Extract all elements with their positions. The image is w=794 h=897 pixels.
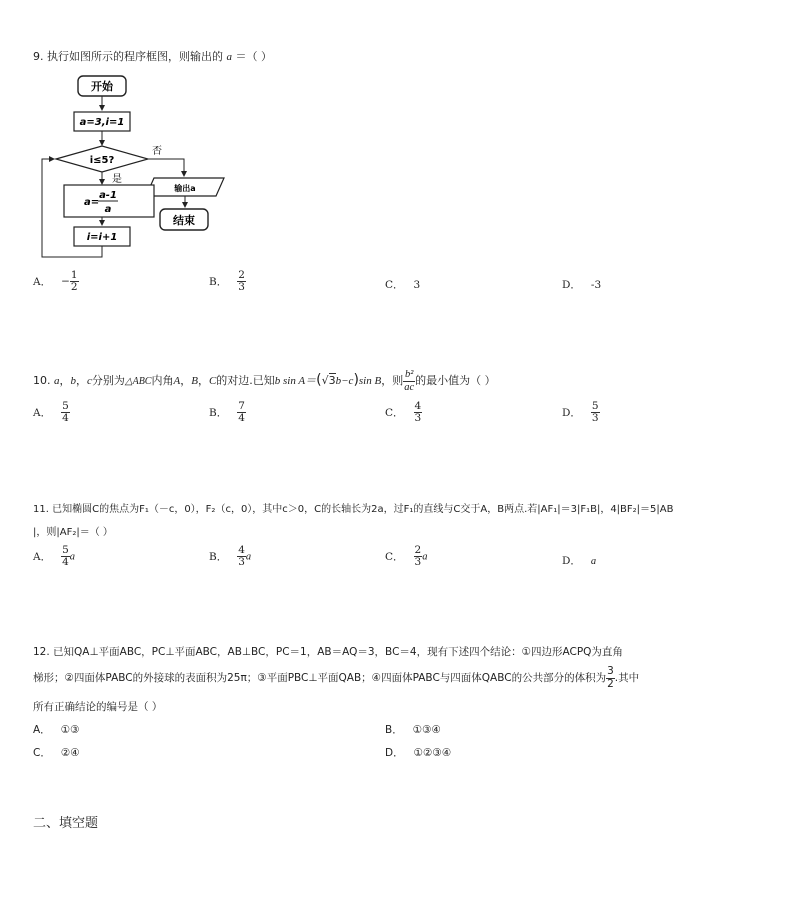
frac-num: 5: [591, 400, 599, 412]
flow-end-text: 结束: [173, 214, 195, 227]
frac-num: b²: [404, 369, 414, 381]
option-sign: −: [61, 275, 70, 288]
q12-option-d[interactable]: [385, 745, 451, 760]
option-fraction: [61, 401, 70, 424]
sqrt-radicand: 3: [328, 374, 336, 387]
option-label: B．: [209, 275, 228, 288]
q9-option-c[interactable]: [385, 277, 420, 292]
frac-den: 3: [414, 412, 422, 425]
q10-option-c[interactable]: [385, 401, 422, 424]
option-var: a: [245, 551, 252, 563]
option-label: D．: [562, 406, 581, 419]
option-var: a: [422, 551, 428, 563]
option-label: C．: [385, 279, 404, 291]
paren-open: (: [316, 372, 322, 388]
frac-den: ac: [404, 381, 415, 393]
q11-option-d[interactable]: [562, 553, 596, 568]
option-value: ①③: [60, 724, 80, 736]
equation: b sin A＝: [274, 375, 317, 387]
sep: ，: [180, 374, 192, 387]
q9-stem-text: 9. 执行如图所示的程序框图，则输出的: [33, 50, 223, 63]
q12-stem-line2: [33, 664, 639, 692]
q9-option-d[interactable]: [562, 277, 601, 292]
sep: ，: [197, 374, 209, 387]
flow-output-text: 输出a: [174, 184, 196, 193]
q9-option-a[interactable]: [33, 270, 79, 293]
flow-init-text: a=3,i=1: [79, 117, 125, 128]
option-var: a: [69, 551, 76, 563]
option-label: C．: [33, 747, 51, 759]
text: 内角: [151, 374, 174, 387]
q9-var: a: [226, 51, 232, 63]
text: 的对边.已知: [216, 374, 275, 387]
option-label: B．: [385, 724, 403, 736]
sep: ，: [76, 374, 87, 387]
q9-flowchart: [36, 72, 236, 264]
flow-condition-text: i≤5?: [89, 155, 115, 166]
q12-option-b[interactable]: [385, 722, 441, 737]
q12-line2-tail: .其中: [614, 672, 640, 684]
frac-num: 7: [238, 400, 245, 412]
q12-stem-line1: 12. 已知QA⊥平面ABC，PC⊥平面ABC，AB⊥BC，PC＝1，AB＝AQ＝3，BC＝4，现有下述四个结论：①四边形ACPQ为直角: [33, 646, 623, 658]
option-fraction: [70, 270, 79, 293]
frac-num: 2: [238, 269, 245, 281]
flow-yes-text: 是: [112, 174, 122, 185]
paren-close: ): [353, 372, 359, 388]
var-B: B: [191, 375, 198, 387]
frac-num: 5: [62, 400, 69, 412]
flow-update-num: a-1: [99, 190, 117, 201]
equation: sin B: [358, 375, 382, 387]
q11-stem-line1: 11. 已知椭圆C的焦点为F₁（－c，0），F₂（c，0），其中c＞0，C的长轴长为2a，过F₁的直线与C交于A，B两点.若|AF₁|＝3|F₁B|，4|BF₂|＝5|AB: [33, 504, 674, 515]
option-label: B．: [209, 550, 228, 563]
triangle: △ABC: [124, 376, 152, 387]
section-title: 二、填空题: [33, 816, 99, 831]
option-value: -3: [590, 279, 602, 291]
q9-option-b[interactable]: [209, 270, 246, 293]
option-value: 3: [413, 279, 421, 291]
option-label: A．: [33, 724, 51, 736]
q10-option-a[interactable]: [33, 401, 70, 424]
flow-arrow: [148, 159, 184, 176]
flow-update-den: a: [104, 204, 112, 215]
option-label: A．: [33, 275, 52, 288]
frac-den: 2: [607, 677, 614, 690]
q11-stem-line2: |，则|AF₂|＝（ ）: [33, 527, 113, 538]
option-fraction: [414, 401, 423, 424]
q10-option-b[interactable]: [209, 401, 246, 424]
frac-num: 4: [238, 544, 245, 556]
q12-option-c[interactable]: [33, 745, 80, 760]
frac-den: 2: [70, 281, 78, 294]
q11-option-b[interactable]: [209, 545, 251, 568]
q12-option-a[interactable]: [33, 722, 80, 737]
frac-num: 5: [62, 544, 69, 556]
frac-den: 3: [238, 556, 245, 569]
text: 的最小值为（ ）: [415, 374, 496, 387]
option-label: B．: [209, 406, 228, 419]
q12-line2-text: 梯形；②四面体PABC的外接球的表面积为25π；③平面PBC⊥平面QAB；④四面体PABC与四面体QABC的公共部分的体积为: [33, 672, 607, 684]
frac-den: 4: [238, 412, 245, 425]
q10-number: 10.: [33, 374, 54, 387]
q10-fraction: [403, 369, 415, 392]
option-fraction: [591, 401, 600, 424]
frac-den: 4: [62, 412, 69, 425]
flow-update-lhs: a=: [84, 197, 100, 208]
var-a: a: [54, 375, 60, 387]
q9-tail: ＝（ ）: [235, 50, 272, 63]
frac-num: 1: [70, 269, 78, 281]
option-fraction: [237, 401, 246, 424]
frac-den: 3: [591, 412, 599, 425]
var-C: C: [208, 375, 217, 387]
q9-stem: [33, 48, 272, 64]
var-b: b: [70, 375, 76, 387]
q10-stem: [33, 366, 496, 396]
frac-den: 4: [62, 556, 69, 569]
option-fraction: [414, 545, 423, 568]
frac-den: 3: [414, 556, 422, 569]
option-fraction: [61, 545, 70, 568]
option-label: A．: [33, 550, 52, 563]
frac-num: 3: [607, 665, 614, 678]
option-label: C．: [385, 406, 404, 419]
option-fraction: [237, 270, 246, 293]
frac-num: 2: [414, 544, 422, 556]
flow-start-text: 开始: [91, 80, 113, 93]
frac-num: 4: [414, 400, 422, 412]
option-label: C．: [385, 550, 404, 563]
sqrt-symbol: √: [321, 374, 329, 387]
q12-fraction: [606, 666, 615, 689]
option-label: A．: [33, 406, 52, 419]
option-value: ①②③④: [413, 747, 452, 759]
q11-option-a[interactable]: [33, 545, 75, 568]
option-value: ①③④: [412, 724, 441, 736]
sep: ，: [59, 374, 71, 387]
q12-stem-line3: 所有正确结论的编号是（ ）: [33, 701, 163, 713]
text: 分别为: [91, 374, 125, 387]
frac-den: 3: [238, 281, 245, 294]
var-c: c: [87, 375, 92, 387]
option-var: a: [590, 556, 597, 567]
q11-option-c[interactable]: [385, 545, 427, 568]
flow-no-text: 否: [152, 146, 162, 157]
flow-increment-text: i=i+1: [86, 232, 118, 243]
text: ，则: [381, 374, 404, 387]
option-label: D．: [385, 747, 404, 759]
option-value: ②④: [60, 747, 80, 759]
option-fraction: [237, 545, 246, 568]
var-A: A: [173, 375, 181, 387]
option-label: D．: [562, 279, 581, 291]
option-label: D．: [562, 555, 581, 567]
equation: b−c: [335, 375, 354, 387]
q10-option-d[interactable]: [562, 401, 600, 424]
